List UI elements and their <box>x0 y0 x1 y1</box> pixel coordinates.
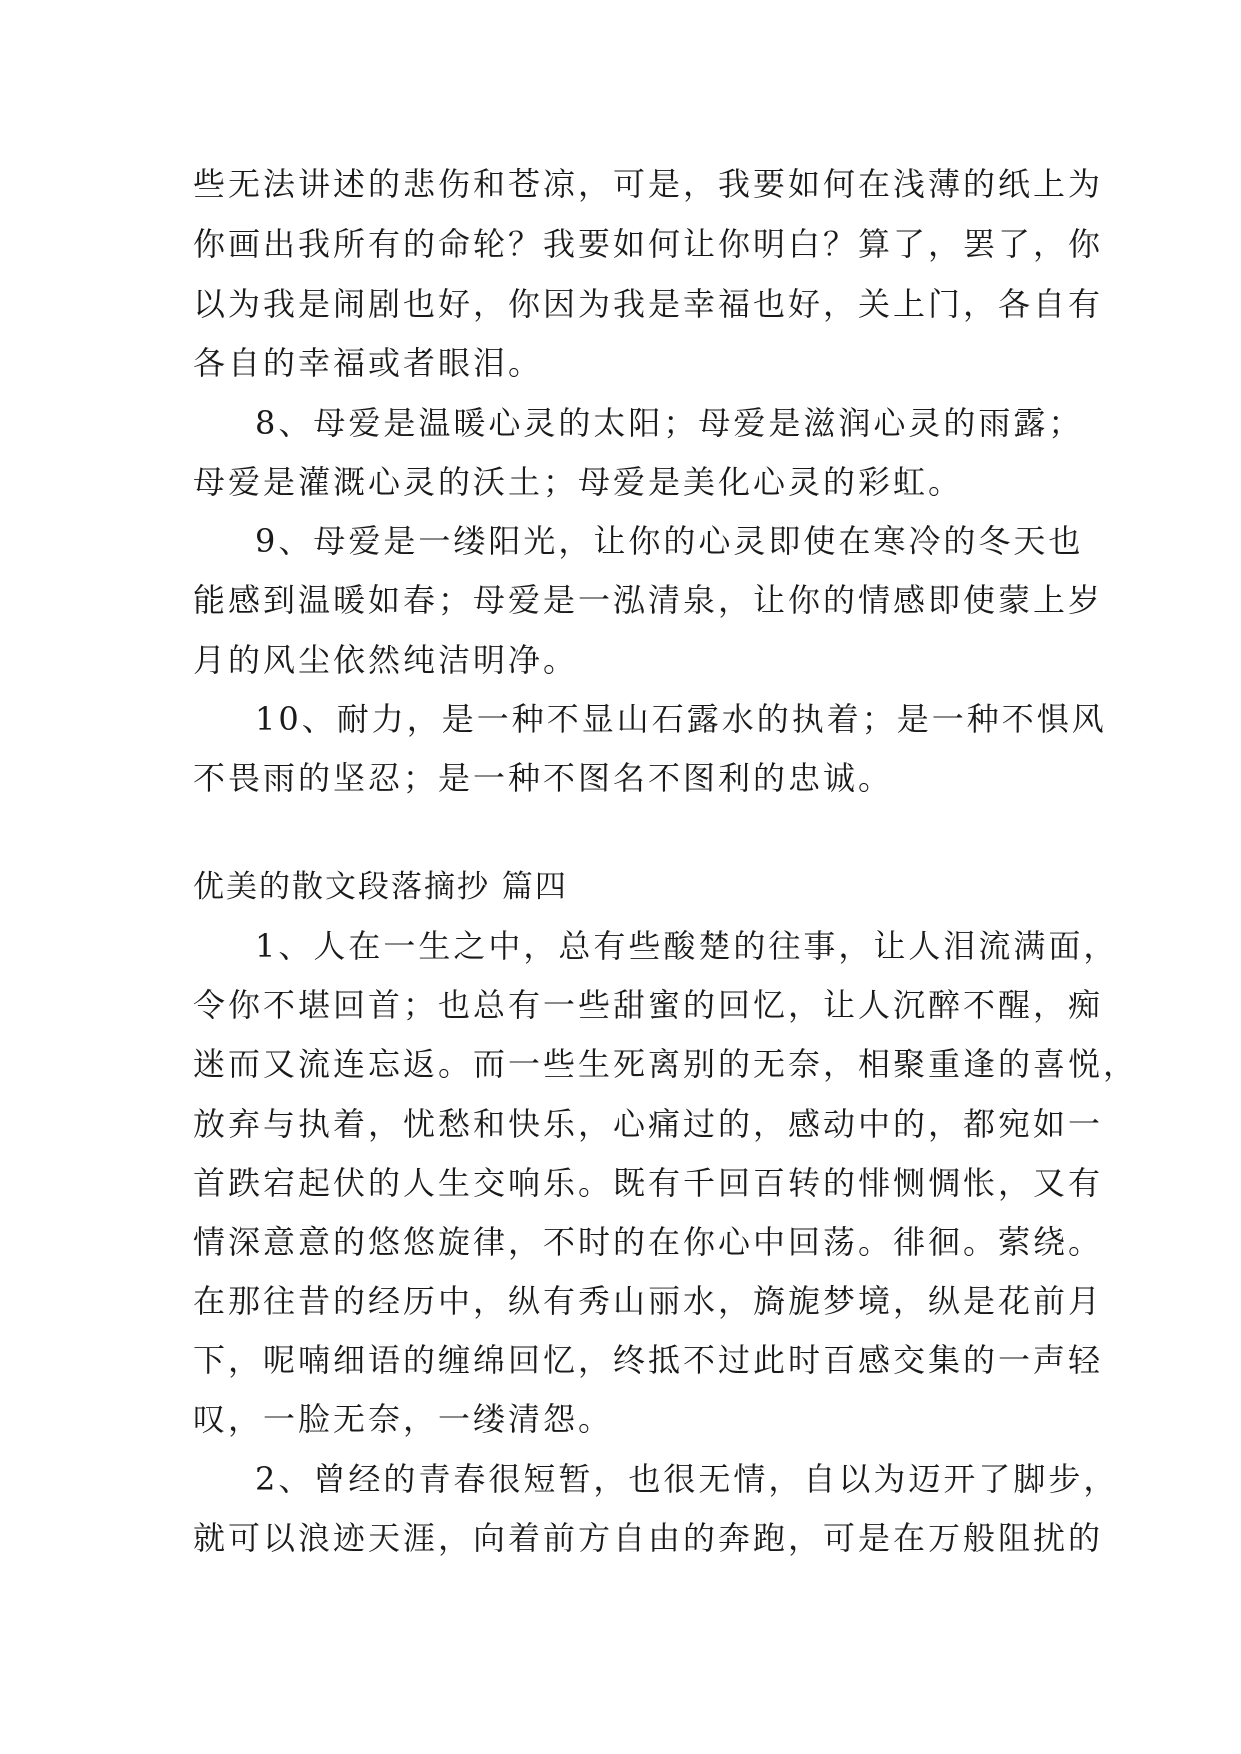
text-line: 在那往昔的经历中，纵有秀山丽水，旖旎梦境，纵是花前月 <box>193 1282 1104 1320</box>
text-line: 些无法讲述的悲伤和苍凉，可是，我要如何在浅薄的纸上为 <box>193 165 1104 203</box>
paragraph-start-line: 9、母爱是一缕阳光，让你的心灵即使在寒冷的冬天也 <box>255 522 1084 560</box>
text-line: 迷而又流连忘返。而一些生死离别的无奈，相聚重逢的喜悦， <box>193 1045 1139 1083</box>
text-line: 放弃与执着，忧愁和快乐，心痛过的，感动中的，都宛如一 <box>193 1105 1104 1143</box>
text-line: 以为我是闹剧也好，你因为我是幸福也好，关上门，各自有 <box>193 285 1104 323</box>
text-line: 你画出我所有的命轮？我要如何让你明白？算了，罢了，你 <box>193 225 1104 263</box>
text-line: 能感到温暖如春；母爱是一泓清泉，让你的情感即使蒙上岁 <box>193 581 1104 619</box>
text-line: 就可以浪迹天涯，向着前方自由的奔跑，可是在万般阻扰的 <box>193 1519 1104 1557</box>
text-line: 母爱是灌溉心灵的沃土；母爱是美化心灵的彩虹。 <box>193 463 964 501</box>
paragraph-start-line: 2、曾经的青春很短暂，也很无情，自以为迈开了脚步， <box>255 1460 1119 1498</box>
text-line: 情深意意的悠悠旋律，不时的在你心中回荡。徘徊。萦绕。 <box>193 1223 1104 1261</box>
text-line: 叹，一脸无奈，一缕清怨。 <box>193 1400 614 1438</box>
text-line: 下，呢喃细语的缠绵回忆，终抵不过此时百感交集的一声轻 <box>193 1341 1104 1379</box>
text-line: 令你不堪回首；也总有一些甜蜜的回忆，让人沉醉不醒，痴 <box>193 986 1104 1024</box>
paragraph-start-line: 10、耐力，是一种不显山石露水的执着；是一种不惧风 <box>255 700 1107 738</box>
text-line: 各自的幸福或者眼泪。 <box>193 344 544 382</box>
paragraph-start-line: 1、人在一生之中，总有些酸楚的往事，让人泪流满面， <box>255 927 1119 965</box>
paragraph-start-line: 8、母爱是温暖心灵的太阳；母爱是滋润心灵的雨露； <box>255 404 1084 442</box>
text-line: 不畏雨的坚忍；是一种不图名不图利的忠诚。 <box>193 759 894 797</box>
text-line: 月的风尘依然纯洁明净。 <box>193 641 579 679</box>
text-line: 首跌宕起伏的人生交响乐。既有千回百转的悱恻惆怅，又有 <box>193 1164 1104 1202</box>
section-heading: 优美的散文段落摘抄 篇四 <box>193 869 568 905</box>
